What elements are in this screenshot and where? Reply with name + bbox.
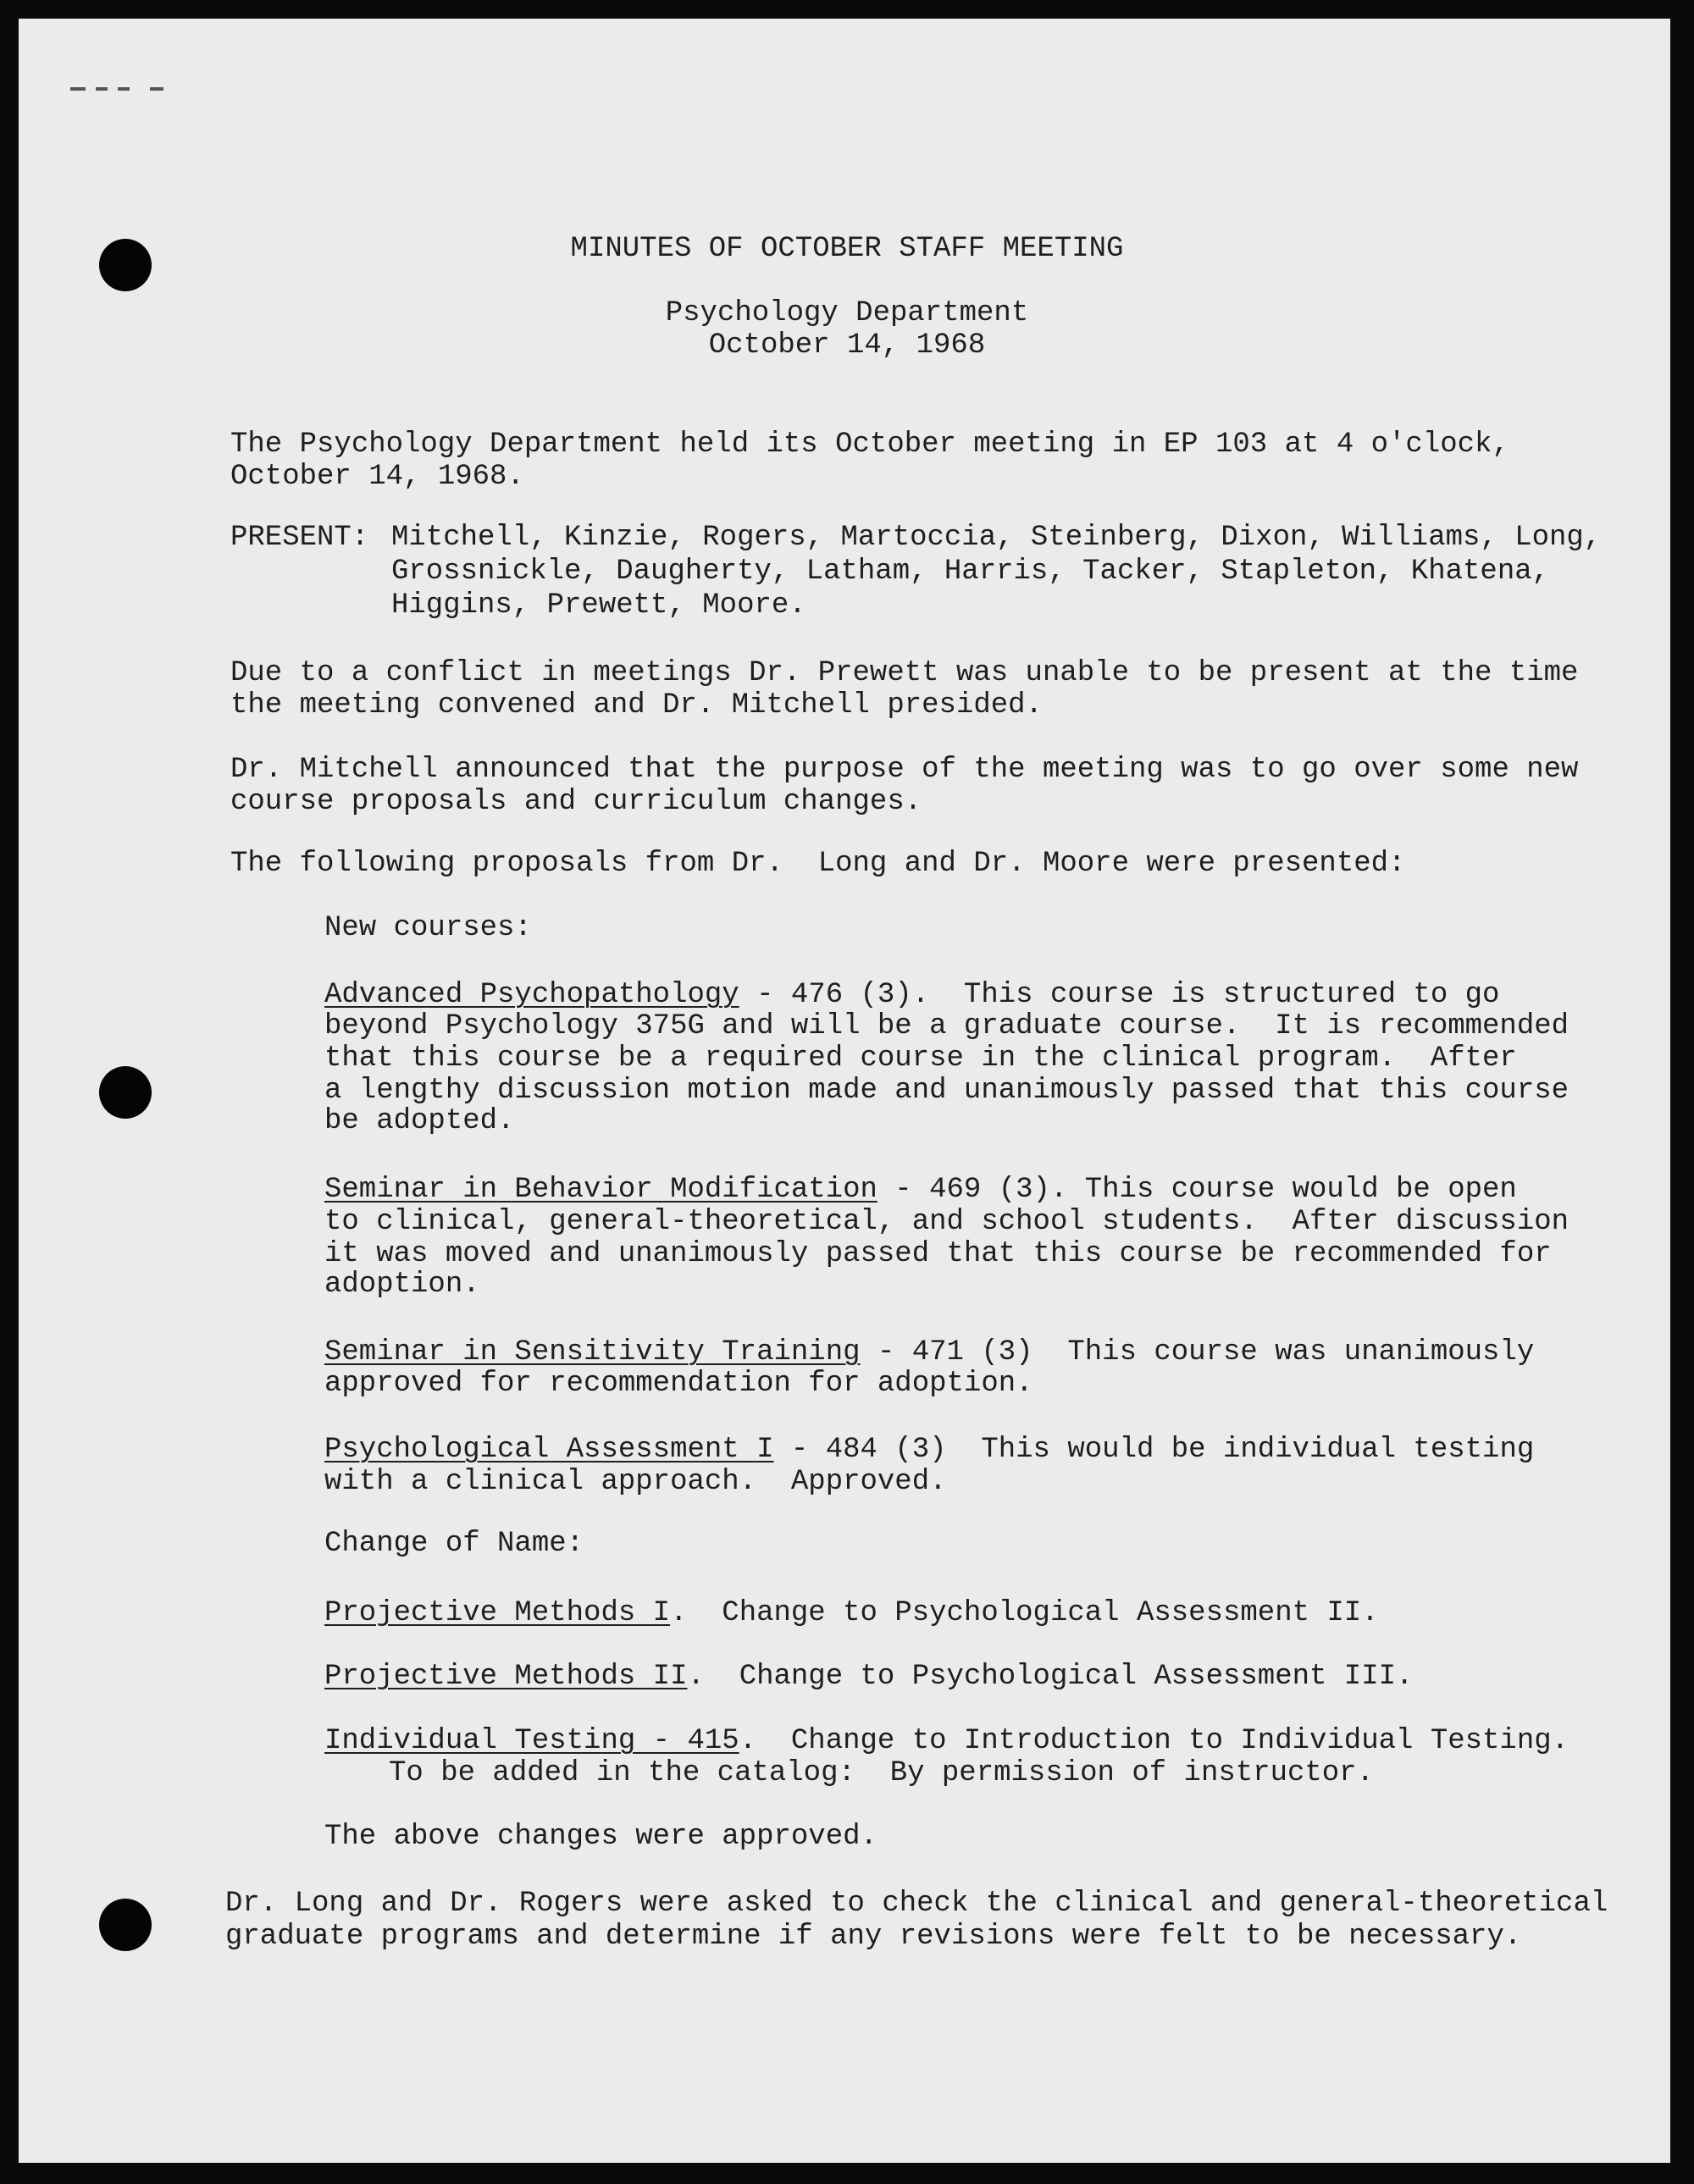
purpose-line: course proposals and curriculum changes. [230, 786, 922, 818]
old-course-name: Projective Methods II [324, 1661, 688, 1693]
page-title: MINUTES OF OCTOBER STAFF MEETING [570, 233, 1124, 265]
new-course-name: . Change to Introduction to Individual Testing. [739, 1725, 1569, 1757]
proposals-intro: The following proposals from Dr. Long and Dr. Moore were presented: [230, 848, 1406, 880]
course-name: Psychological Assessment I [324, 1434, 774, 1466]
course-sensitivity-training [324, 1335, 1534, 1369]
old-course-name: Projective Methods I [324, 1597, 671, 1629]
intro-line: October 14, 1968. [230, 461, 524, 493]
catalog-note: To be added in the catalog: By permission of instructor. [389, 1757, 1374, 1789]
conflict-line: the meeting convened and Dr. Mitchell presided. [230, 689, 1043, 722]
course-description-line: to clinical, general-theoretical, and school students. After discussion [324, 1206, 1569, 1238]
course-description-line: adoption. [324, 1269, 480, 1301]
new-course-name: . Change to Psychological Assessment II. [670, 1597, 1379, 1629]
name-change-item [324, 1596, 1379, 1630]
course-name: Seminar in Sensitivity Training [324, 1336, 861, 1368]
course-description-line: it was moved and unanimously passed that this course be recommended for [324, 1238, 1552, 1270]
old-course-name: Individual Testing - 415 [324, 1725, 739, 1757]
name-change-item [324, 1724, 1569, 1758]
course-description-line: beyond Psychology 375G and will be a graduate course. It is recommended [324, 1010, 1569, 1042]
course-detail: - 484 (3) This would be individual testing [773, 1434, 1535, 1466]
conflict-line: Due to a conflict in meetings Dr. Prewett was unable to be present at the time [230, 657, 1579, 689]
present-label: PRESENT: [230, 522, 369, 554]
present-list-line: Grossnickle, Daugherty, Latham, Harris, Tacker, Stapleton, Khatena, [391, 556, 1550, 588]
purpose-line: Dr. Mitchell announced that the purpose of the meeting was to go over some new [230, 754, 1579, 786]
course-description-line: approved for recommendation for adoption. [324, 1368, 1033, 1400]
closing-line: Dr. Long and Dr. Rogers were asked to check the clinical and general-theoretical [225, 1888, 1608, 1920]
course-description-line: be adopted. [324, 1105, 515, 1137]
department-name: Psychology Department [665, 297, 1029, 329]
meeting-date: October 14, 1968 [708, 329, 986, 362]
course-description-line: a lengthy discussion motion made and unanimously passed that this course [324, 1075, 1569, 1107]
closing-line: graduate programs and determine if any revisions were felt to be necessary. [225, 1921, 1522, 1953]
course-name: Advanced Psychopathology [324, 979, 739, 1011]
course-name: Seminar in Behavior Modification [324, 1174, 877, 1206]
change-of-name-label: Change of Name: [324, 1528, 584, 1560]
new-course-name: . Change to Psychological Assessment III. [687, 1661, 1414, 1693]
course-detail: - 471 (3) This course was unanimously [860, 1336, 1535, 1368]
course-detail: - 469 (3). This course would be open [877, 1174, 1517, 1206]
name-change-item [324, 1660, 1413, 1694]
present-list-line: Mitchell, Kinzie, Rogers, Martoccia, Steinberg, Dixon, Williams, Long, [391, 522, 1602, 554]
course-behavior-modification [324, 1173, 1517, 1207]
approved-note: The above changes were approved. [324, 1821, 877, 1853]
course-psychological-assessment [324, 1433, 1534, 1467]
course-advanced-psychopathology [324, 978, 1499, 1012]
present-list-line: Higgins, Prewett, Moore. [391, 589, 806, 622]
course-detail: - 476 (3). This course is structured to go [739, 979, 1500, 1011]
course-description-line: that this course be a required course in the clinical program. After [324, 1042, 1517, 1075]
new-courses-label: New courses: [324, 912, 532, 944]
course-description-line: with a clinical approach. Approved. [324, 1466, 947, 1498]
intro-line: The Psychology Department held its October meeting in EP 103 at 4 o'clock, [230, 429, 1509, 461]
